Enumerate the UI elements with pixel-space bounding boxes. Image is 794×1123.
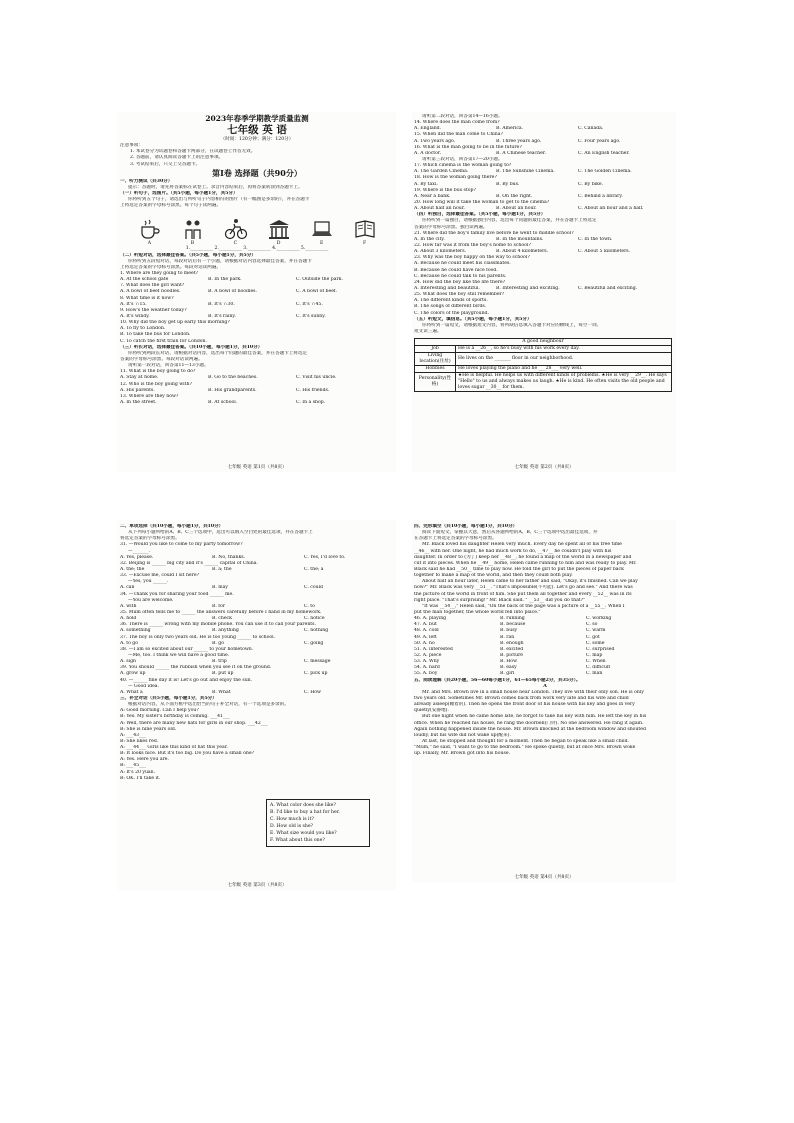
option: 48. A. cold <box>414 628 439 634</box>
option: 52. A. piece <box>414 652 442 658</box>
question-stem: 40. —______ fine day it is! Let's go out and enjoy the sun. <box>120 677 253 683</box>
table-cell: He is a __26__, so he's busy with his work every day. <box>456 346 672 353</box>
subsection-heading: （五）听短文，填信息。（共5小题，每小题1分，共5分） <box>414 316 532 322</box>
option: B. The Sunshine Cinema. <box>496 169 555 175</box>
dialogue-line: B: It looks nice. But it's too big. Do you have a small one? <box>120 751 255 757</box>
question-stem: 31. —Would you like to come to my party tomorrow? <box>120 542 243 548</box>
passage-line: loudly, but his wife did not wake up(醒来). <box>414 732 511 738</box>
question-stem: 39. You should ______ the rubbish when you see it on the ground. <box>120 665 272 671</box>
passage-line: together to make a map of the world, and then they could both play. <box>414 573 573 579</box>
option: A. something <box>120 628 151 634</box>
text-line: 将选定答案的字母标号涂黑。 <box>120 536 180 542</box>
passage-line: About half an hour later, Helen came to her father and said, "Okay, it's finished. Can we play <box>422 579 638 585</box>
option: B. busy <box>500 628 518 634</box>
option: C. some <box>586 640 605 646</box>
question-stem: 17. Which cinema is the woman going to? <box>414 163 512 169</box>
option: 51. A. interested <box>414 646 453 652</box>
option: C. It's 7:45. <box>296 301 323 307</box>
passage-line: "Mum," he said, "I want to go to the bedroom." He spoke quietly, but at once Mrs. Brown woke <box>414 745 636 751</box>
option: A. It's 7:15. <box>120 301 147 307</box>
page-footer: 七年级 英语 第2页（共8页） <box>514 465 574 470</box>
option: C. surprised <box>586 646 615 652</box>
time-score: （时间：120分钟；满分：120分） <box>220 137 294 142</box>
option: C. the; a <box>304 566 324 572</box>
question-stem: 10. Why did the boy get up early this morning? <box>120 320 230 326</box>
cloze-section <box>414 524 676 757</box>
table-row <box>415 366 672 373</box>
option: 50. A. no <box>414 640 435 646</box>
option: B. Three years ago. <box>496 138 542 144</box>
question-stem: 8. What time is it now? <box>120 295 174 301</box>
option: B. On the right. <box>496 193 533 199</box>
laptop-icon <box>310 217 334 241</box>
exam-page-1 <box>118 112 396 472</box>
option: C. nothing <box>304 628 329 634</box>
passage-line: right place. "That's surprising!" Mr. Black said. " __53__ did you do that?" <box>414 597 586 603</box>
note-line: 1. 本试卷分为试题卷和答题卡两部分，在试题卷上作答无效。 <box>130 149 256 155</box>
subsection-heading: （四）听独白，选择最佳答案。（共5小题，每小题1分，共5分） <box>414 212 546 218</box>
table-cell: He lives on the _______ floor in our neighborhood. <box>456 353 672 366</box>
passage-line: Mr. and Mrs. Brown live in a small house near London. They live with their only son. He is only <box>422 689 644 695</box>
option: A. hold <box>120 616 137 622</box>
page-footer: 七年级 英语 第3页（共8页） <box>227 883 287 888</box>
option: C. man <box>586 671 603 677</box>
option: C. Four years ago. <box>578 138 621 144</box>
subsection-heading: （三）听长对话，选择最佳答案。（共10小题，每小题1分，共10分） <box>120 344 263 350</box>
text-line: 答案的字母标号涂黑。独白读两遍。 <box>414 224 488 230</box>
page-footer: 七年级 英语 第1页（共8页） <box>227 465 287 470</box>
option: B. It's rainy. <box>208 313 236 319</box>
option: C. It's sunny. <box>296 313 326 319</box>
bicycle-icon <box>224 217 248 241</box>
table-cell: ★He is helpful. He helps us with different kinds of problems. ★He is very __29__. He says "Hello" to us and always makes us laugh. ★He is kind. He often visits the old people and loves sugar __30__ for them. <box>456 373 672 392</box>
option: B. running <box>500 616 525 622</box>
exam-page-2 <box>412 112 676 472</box>
option: B. enough <box>500 640 524 646</box>
people-icon <box>181 217 205 241</box>
question-stem: 12. Who is the boy going with? <box>120 381 192 387</box>
question-stem: —You are welcome. <box>128 597 174 603</box>
passage-line: Black said he had __50__ time to play now. He told the girl to put the pieces of paper back <box>414 566 624 572</box>
question-stem: 9. How's the weather today? <box>120 307 187 313</box>
option: B. Go to the beaches. <box>208 375 258 381</box>
option: A. grow up <box>120 671 146 677</box>
option: C. map <box>586 652 603 658</box>
question-stem: 15. When did the man come to China? <box>414 132 503 138</box>
passage-line: already asleep(睡着的). Then he opens the front door of his house with his key and goes in very <box>414 702 635 708</box>
option: B. In the park. <box>208 277 242 283</box>
picture-label: A <box>147 241 152 247</box>
option: B. check <box>212 616 232 622</box>
notes <box>120 143 396 168</box>
option: B. By bus. <box>496 181 520 187</box>
picture-label: E <box>320 241 324 247</box>
option: 47. A. but <box>414 622 437 628</box>
option: B. No, thanks. <box>212 554 246 560</box>
option: B. In the mountains. <box>496 236 544 242</box>
question-stem: —Yes, you ______. <box>128 579 169 585</box>
passage-line: daughter. In order to (为了) keep her __48__, he found a map of the world in a newspaper and <box>414 554 632 560</box>
option: A. To fly to London. <box>120 326 166 332</box>
dialogue-line: B: She is nine years old. <box>120 726 177 732</box>
option: C. so <box>586 622 598 628</box>
text-line: 上将选定答案的字母标号涂黑。每段对话读两遍。 <box>120 264 222 270</box>
table-row <box>415 339 672 346</box>
listening-continued <box>414 114 676 335</box>
section-heading: 三、补全对话（共5小题，每小题1分，共5分） <box>120 695 217 701</box>
table-head: Hobbies <box>415 366 456 373</box>
option: A. to go <box>120 640 139 646</box>
option: A. The different kinds of sports. <box>414 298 488 304</box>
option: C. message <box>304 659 331 665</box>
dialogue-option: F. What about this one? <box>270 838 325 843</box>
option: A. What a <box>120 689 143 695</box>
option: C. To catch the first train for London. <box>120 338 207 344</box>
dialogue-line: A: ___43___ <box>120 732 146 738</box>
page-footer: 七年级 英语 第4页（共8页） <box>514 875 574 880</box>
question-stem: 7. What does the girl want? <box>120 283 185 289</box>
option: C. Canada. <box>578 126 604 132</box>
text-line: 答案的字母标号涂黑。每段对话读两遍。 <box>120 356 203 362</box>
dialogue-option: D. How old is she? <box>270 824 314 829</box>
option: C. warm <box>586 628 606 634</box>
passage-line: Again nothing happened inside the house. Mr. Brown knocked at the bedroom window and shouted <box>414 726 646 732</box>
option: B. Interesting and exciting. <box>496 285 560 291</box>
exam-page-4 <box>412 520 676 882</box>
option: 53. A. Why <box>414 659 440 665</box>
part1-title: 第Ⅰ卷 选择题（共90分） <box>212 167 302 178</box>
text-line: 提示：答题时，请先将答案标在试卷上。录音内容结束后，再将答案转涂到答题卡上。 <box>128 184 303 190</box>
question-stem: 13. Where are they now? <box>120 393 179 399</box>
dialogue-option: C. How much is it? <box>270 817 314 822</box>
text-line: 你将听到一篇独白，请根据独白内容，选出每个问题的最佳答案，并在答题卡上将选定 <box>422 218 597 224</box>
table-row <box>415 353 672 366</box>
section-heading: 二、单项选择（共10小题，每小题1分，共10分） <box>120 524 224 529</box>
dialogue-line: A: Yes. Here you are. <box>120 757 169 763</box>
option: C. Because he could talk to his parents. <box>414 273 507 279</box>
option: B. A bowl of noodles. <box>208 289 258 295</box>
option: A. Yes, please. <box>120 554 154 560</box>
subsection-heading: （二）听短对话，选择最佳答案。（共5小题，每小题1分，共5分） <box>120 252 256 258</box>
option: C. How <box>304 689 321 695</box>
dialogue-option: B. I'd like to buy a hat for her. <box>270 810 340 815</box>
option: B. picture <box>500 652 523 658</box>
option: C. Visit his uncle. <box>296 375 337 381</box>
option: B. His grandparents. <box>208 387 257 393</box>
option: A. England. <box>414 126 442 132</box>
text-line: 你将听到两段长对话，请根据对话内容，选出每个问题的最佳答案，并在答题卡上将选定 <box>128 350 308 356</box>
text-line: 请听第一段对话，回答第11—13小题。 <box>128 363 209 369</box>
question-stem: 32. Beijing is ______ big city and it's ______ capital of China. <box>120 560 258 566</box>
dialogue-option: A. What color does she like? <box>270 803 336 808</box>
passage-line: two years old. Sometimes Mr. Brown comes back from work very late and his wife and child <box>414 695 629 701</box>
books-icon <box>353 217 377 241</box>
option: A. It's windy. <box>120 313 150 319</box>
text-line: 阅读下面短文，掌握其大意，然后从各题所给的A、B、C三个选项中选出最佳选项，并 <box>422 530 598 536</box>
listening-intro <box>120 179 396 210</box>
option: B. At school. <box>208 399 238 405</box>
option: B. girl <box>500 671 515 677</box>
dialogue-line: A: Well, there are many new hats for girls in our shop. ___42___ <box>120 720 268 726</box>
option: A. can <box>120 585 135 591</box>
subsection-heading: （一）听句子，选图片。（共5小题，每小题1分，共5分） <box>120 191 238 196</box>
text-line: 短文读三遍。 <box>414 328 442 334</box>
passage-line: __46__ with her. One night, he had much work to do, __47__ he couldn't play with his <box>414 548 612 554</box>
question-stem: 33. —Excuse me, could I sit here? <box>120 573 199 579</box>
option: B. It's 7:30. <box>208 301 235 307</box>
option: B. excited <box>500 646 524 652</box>
option: B. anything <box>212 628 239 634</box>
option: A. Stay at home. <box>120 375 159 381</box>
option: C. going <box>304 640 324 646</box>
option: A. His parents. <box>120 387 155 393</box>
option: C. pick up <box>304 671 328 677</box>
question-stem: 36. There is ______ wrong with my mobile phone. You can use it to call your parents. <box>120 622 316 628</box>
question-stem: 19. Where is the bus stop? <box>414 187 476 193</box>
option: C. An English teacher. <box>578 150 630 156</box>
passage-line: up. Finally, Mr. Brown got into his house. <box>414 751 510 757</box>
dialogue-line: A: It's 20 yuan. <box>120 769 156 775</box>
question-stem: 11. What is the boy going to do? <box>120 369 196 375</box>
option: C. Outside the park. <box>296 277 343 283</box>
option: B. easy <box>500 665 517 671</box>
note-line: 2. 答题前，请认真阅读答题卡上的注意事项。 <box>130 155 224 161</box>
question-stem: 37. The boy is only two years old. He is too young ______ to school. <box>120 634 276 640</box>
option: A. sign <box>120 659 136 665</box>
option: B. go <box>212 640 225 646</box>
option: B. What <box>212 689 231 695</box>
dialogue-line: A: Good morning. Can I help you? <box>120 708 199 714</box>
option: C. difficult <box>586 665 611 671</box>
question-stem: 34. —Thank you for sharing your food ______ me. <box>120 591 234 597</box>
option: B. for <box>212 603 225 609</box>
option: B. put up <box>212 671 234 677</box>
table-row <box>415 373 672 392</box>
question-stem: 14. Where does the man come from? <box>414 120 500 126</box>
option: B. The songs of different birds. <box>414 304 487 310</box>
option: C. In the town. <box>578 236 613 242</box>
section-heading: 一、听力测试（共30分） <box>120 178 173 184</box>
question-stem: 18. How is the woman going there? <box>414 175 497 181</box>
option: C. About an hour and a half. <box>578 206 644 212</box>
text-line: 你将听到五段短对话，每段对话后有一个小题，请根据对话内容选择最佳答案，并在答题卡 <box>128 258 312 264</box>
option: C. His friends. <box>296 387 330 393</box>
passage-label: A <box>543 683 547 689</box>
dialogue-line: B: Yes. My sister's birthday is coming. ___41___ <box>120 714 230 720</box>
option: C. When <box>586 659 606 665</box>
passage-line: "It was __54__," Helen said, "On the back of the page was a picture of a __55__. When I <box>422 603 625 609</box>
option: C. The colors of the playground. <box>414 310 489 316</box>
dialogue-options-box <box>266 799 370 847</box>
exam-title: 2023年春季学期教学质量监测 <box>205 114 309 123</box>
option: A. Two years ago. <box>414 138 456 144</box>
single-choice-section <box>120 524 396 782</box>
passage-line: put the man together, the whole world fell into place." <box>414 609 541 615</box>
question-stem: 23. Why was the boy happy on the way to school? <box>414 255 530 261</box>
passage-line: Mr. Black loved his daughter Helen very much. Every day he spent all of his free time <box>422 542 622 548</box>
option: 55. A. boy <box>414 671 438 677</box>
short-dialogue-section <box>120 253 396 407</box>
option: A. Interesting and beautiful. <box>414 285 480 291</box>
option: B. About 4 kilometers. <box>496 249 549 255</box>
passage-line: quietly(安静地). <box>414 708 449 714</box>
option: A. with <box>120 603 137 609</box>
option: C. got <box>586 634 600 640</box>
option: A. By taxi. <box>414 181 438 187</box>
option: B. How <box>500 659 518 665</box>
option: A. About 3 kilometers. <box>414 249 467 255</box>
option: C. working <box>586 616 612 622</box>
question-stem: 24. How did the boy like the life there? <box>414 279 506 285</box>
question-stem: —Me, too. I think we will have a good time. <box>128 652 230 658</box>
picture-label: C <box>233 241 238 247</box>
option: B. because <box>500 622 526 628</box>
picture-choices <box>128 211 386 241</box>
option: C. Beautiful and exciting. <box>578 285 638 291</box>
question-stem: 25. What does the boy still remember? <box>414 292 505 298</box>
option: B. a; the <box>212 566 232 572</box>
text-line: 根据对话内容，从下面方框中选出恰当的句子补全对话，有一个选项是多余的。 <box>128 702 289 708</box>
option: A. In the street. <box>120 399 157 405</box>
option: A. Near a bank. <box>414 193 451 199</box>
option: C. could <box>304 585 323 591</box>
passage-line: office. When he reached his house, he rang the doorbell(门铃). No one answered. He rang it again. <box>414 720 644 726</box>
option: C. to <box>304 603 315 609</box>
dialogue-option: E. What size would you like? <box>270 831 337 836</box>
text-line: 你将听到一篇短文，请根据短文内容，将所缺信息填入答题卡对应的横线上，每空一词。 <box>422 322 602 328</box>
option: B. A Chinese teacher. <box>496 150 546 156</box>
note-line: 3. 考试结束后，只交上交答题卡。 <box>130 161 201 167</box>
text-line: 请听第三段对话，回答第17—20小题。 <box>422 156 503 162</box>
option: 49. A. left <box>414 634 437 640</box>
option: A. About half an hour. <box>414 206 465 212</box>
neighbour-info-table <box>414 338 672 392</box>
option: A. A doctor. <box>414 150 442 156</box>
option: A. Because he could meet his classmates. <box>414 261 511 267</box>
option: C. The Golden Cinema. <box>578 169 632 175</box>
option: B. may <box>212 585 228 591</box>
option: B. ran <box>500 634 515 640</box>
answer-blanks: 1.__________ 2.__________ 3.__________ 4.__________ 5.__________ <box>185 246 329 252</box>
text-line: 上将选定答案的字母标号涂黑。每个句子读两遍。 <box>120 203 222 209</box>
question-stem: 21. Where did the boy's family live before he went to middle school? <box>414 230 574 236</box>
text-line: 从下列每小题所给的A、B、C三个选项中，选出可以填入空白处的最佳选项，并在答题卡上 <box>128 530 313 536</box>
option: C. notice <box>304 616 325 622</box>
option: B. Because he could have nice food. <box>414 267 498 273</box>
question-stem: —_______. <box>128 548 151 554</box>
note-line: 注意事项： <box>120 143 143 149</box>
option: B. trip <box>212 659 227 665</box>
passage-line: now?" Mr. Black was very __51__. "That's impossible(不可能). Let's go and see." And there was <box>414 585 633 591</box>
option: 54. A. hard <box>414 665 440 671</box>
option: B. About an hour. <box>496 206 537 212</box>
question-stem: 1. Where are they going to meet? <box>120 271 199 276</box>
option: C. About 5 kilometers. <box>578 249 631 255</box>
bank-building-icon <box>267 217 291 241</box>
picture-label: F <box>362 241 367 247</box>
option: 46. A. playing <box>414 616 447 622</box>
table-head: Personality(性格) <box>415 373 456 392</box>
question-stem: 38. —I am so excited about our ______ to your hometown. <box>120 646 254 652</box>
dialogue-line: B: ___45___ <box>120 763 147 769</box>
option: C. In a shop. <box>296 399 326 405</box>
dialogue-line: A: ___44___ Girls like this kind of hat this year. <box>120 745 228 751</box>
text-line: 请听第二段对话，回答第14—16小题。 <box>422 114 503 119</box>
table-title: A good neighbour <box>415 339 672 346</box>
question-stem: 16. What is the man going to be in the future? <box>414 144 522 150</box>
option: A. the; the <box>120 566 145 572</box>
picture-label: B <box>190 241 195 247</box>
table-row <box>415 346 672 353</box>
option: A. A bowl of beef noodles. <box>120 289 181 295</box>
section-heading: 四、完形填空（共10小题，每小题1分，共10分） <box>414 524 518 529</box>
question-stem: — Good idea. <box>128 683 159 689</box>
option: A. The Garden Cinema. <box>414 169 469 175</box>
text-line: 你将听到五个句子，请选出与所听句子内容相符的图片（有一幅图是多余的），并在答题卡 <box>128 197 310 203</box>
table-head: Job <box>415 346 456 353</box>
option: C. Behind a library. <box>578 193 623 199</box>
passage-line: At last, he stopped and thought for a moment. Then he began to speak like a small child. <box>422 738 630 744</box>
table-head: Living location(住址) <box>415 353 456 366</box>
section-heading: 五、阅读理解（共20小题，56—60每小题1分，61—65每小题2分，共35分）。 <box>414 677 581 683</box>
passage-line: cut it into pieces. When he __49__ home, Helen came running to him and was ready to play. Mr. <box>414 560 637 566</box>
question-stem: 22. How far was it from the boy's home to school? <box>414 242 531 248</box>
exam-page-3 <box>118 520 396 890</box>
question-stem: 35. Mum often tells me to ______ the answers carefully before I hand in my homework. <box>120 609 322 615</box>
option: A. At the school gate <box>120 277 169 283</box>
passage-line: But one night when he came home late, he forgot to take his key with him. He left the key in his <box>422 714 647 720</box>
option: A. In the city. <box>414 236 445 242</box>
text-line: 在答题卡上将选定答案的字母标号涂黑。 <box>414 536 497 542</box>
picture-label: D <box>276 241 281 247</box>
option: C. Yes, I'd love to. <box>304 554 346 560</box>
option-row <box>120 400 396 406</box>
option: C. By bike. <box>578 181 604 187</box>
table-cell: He loves playing the piano and he ___28___ very well. <box>456 366 672 373</box>
tea-cup-icon <box>138 217 162 241</box>
option: C. A bowl of beef. <box>296 289 337 295</box>
dialogue-line: B: OK. I'll take it. <box>120 775 161 781</box>
passage-line: the picture of the world in front of him. She put them all together and every __52__ was in its <box>414 591 632 597</box>
option: B. To take the bus for London. <box>120 332 191 338</box>
option: B. America. <box>496 126 524 132</box>
dialogue-line: B: She likes red. <box>120 738 159 744</box>
question-stem: 20. How long will it take the woman to get to the cinema? <box>414 199 550 205</box>
grade-subject: 七年级 英 语 <box>227 124 287 136</box>
